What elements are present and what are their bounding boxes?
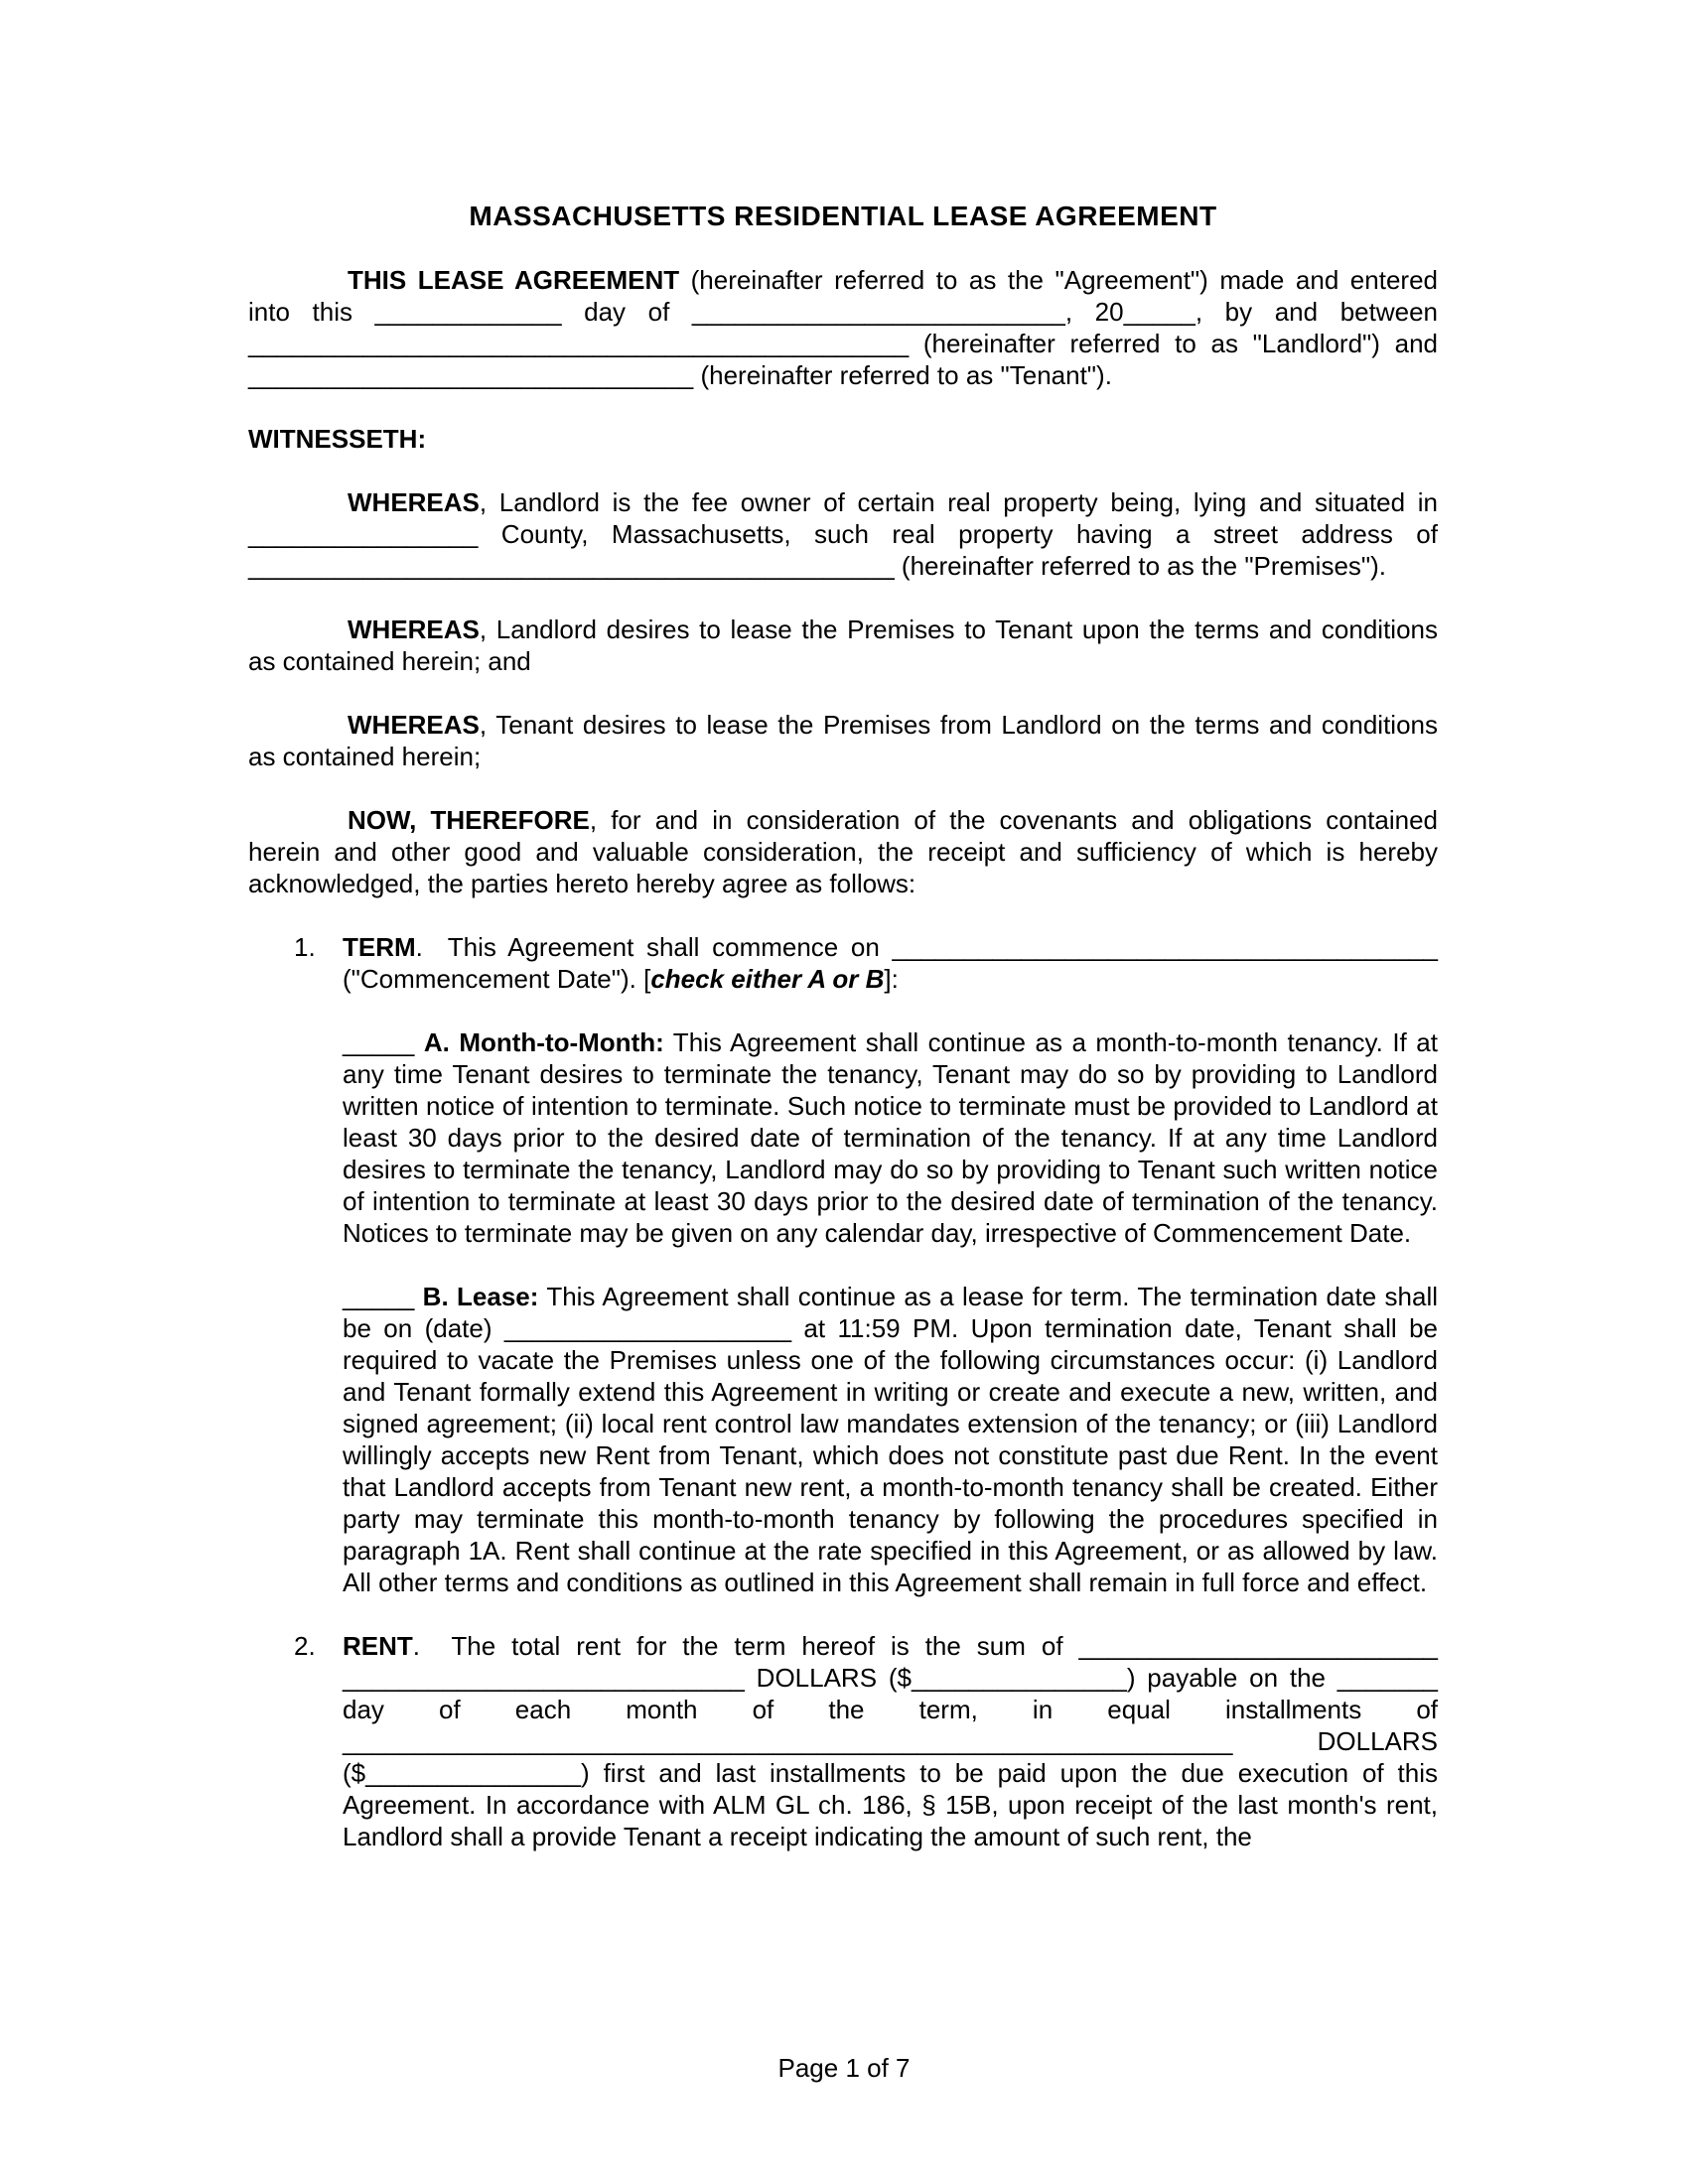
term-option-b-paragraph: [343, 1281, 1438, 1598]
text-segment: WHEREAS: [348, 487, 480, 517]
text-segment: ]:: [884, 964, 899, 994]
text-segment: check either A or B: [650, 964, 885, 994]
text-segment: B. Lease:: [422, 1282, 539, 1311]
whereas-landlord-paragraph: [248, 614, 1438, 677]
text-segment: (hereinafter referred to as the "Agreement") made and entered into this _____________ day of __________________________, 20_____, by and between ______________________________________________ (hereinafter referred to as "Landlord") and _______________________________ (hereinafter referred to as "Tenant").: [248, 265, 1438, 390]
term-item: [294, 931, 1438, 995]
intro-paragraph: [248, 264, 1438, 391]
text-segment: RENT: [343, 1631, 413, 1661]
text-segment: TERM: [343, 932, 416, 962]
text-segment: This Agreement shall continue as a month-to-month tenancy. If at any time Tenant desires to terminate the tenancy, Tenant may do so by providing to Landlord written notice of intention to terminate. Such notice to terminate must be provided to Landlord at least 30 days prior to the desired date of termination of the tenancy. If at any time Landlord desires to terminate the tenancy, Landlord may do so by providing to Tenant such written notice of intention to terminate at least 30 days prior to the desired date of termination of the tenancy. Notices to terminate may be given on any calendar day, irrespective of Commencement Date.: [343, 1027, 1438, 1248]
text-segment: , for and in consideration of the covenants and obligations contained herein and other good and valuable consideration, the receipt and sufficiency of which is hereby acknowledged, the parties hereto hereby agree as follows:: [248, 805, 1438, 898]
item-number: 2.: [294, 1631, 316, 1661]
text-segment: WHEREAS: [348, 614, 480, 644]
text-segment: A. Month-to-Month:: [423, 1027, 664, 1057]
text-segment: This Agreement shall continue as a lease for term. The termination date shall be on (date) ____________________ at 11:59 PM. Upon termination date, Tenant shall be required to vacate the Premises unless one of the following circumstances occur: (i) Landlord and Tenant formally extend this Agreement in writing or create and execute a new, written, and signed agreement; (ii) local rent control law mandates extension of the tenancy; or (iii) Landlord willingly accepts new Rent from Tenant, which does not constitute past due Rent. In the event that Landlord accepts from Tenant new rent, a month-to-month tenancy shall be created. Either party may terminate this month-to-month tenancy by following the procedures specified in paragraph 1A. Rent shall continue at the rate specified in this Agreement, or as allowed by law. All other terms and conditions as outlined in this Agreement shall remain in full force and effect.: [343, 1282, 1438, 1597]
lease-document: [248, 201, 1438, 1884]
text-segment: , Landlord is the fee owner of certain real property being, lying and situated in ________________ County, Massachusetts, such real property having a street address of _____________________________________________ (hereinafter referred to as the "Premises").: [248, 487, 1438, 581]
text-segment: . The total rent for the term hereof is the sum of _________________________ ____________________________ DOLLARS ($_______________) payable on the _______ day of each month of the term, in equal installments of ______________________________________________________________ DOLLARS ($_______________) first and last installments to be paid upon the due execution of this Agreement. In accordance with ALM GL ch. 186, § 15B, upon receipt of the last month's rent, Landlord shall a provide Tenant a receipt indicating the amount of such rent, the: [343, 1631, 1438, 1851]
text-segment: . This Agreement shall commence on ______________________________________ ("Commencement Date"). [: [343, 932, 1438, 994]
item-number: 1.: [294, 932, 316, 962]
text-segment: _____: [343, 1027, 424, 1057]
text-segment: _____: [343, 1282, 423, 1311]
page-number-footer: Page 1 of 7: [777, 2053, 911, 2083]
text-segment: , Tenant desires to lease the Premises from Landlord on the terms and conditions as contained herein;: [248, 710, 1438, 771]
text-segment: , Landlord desires to lease the Premises to Tenant upon the terms and conditions as contained herein; and: [248, 614, 1438, 676]
text-segment: NOW, THEREFORE: [348, 805, 590, 835]
whereas-tenant-paragraph: [248, 709, 1438, 772]
now-therefore-paragraph: [248, 804, 1438, 899]
whereas-owner-paragraph: [248, 486, 1438, 582]
rent-item: [294, 1630, 1438, 1852]
text-segment: WHEREAS: [348, 710, 480, 740]
term-option-a-paragraph: [343, 1026, 1438, 1249]
document-title: MASSACHUSETTS RESIDENTIAL LEASE AGREEMENT: [469, 201, 1217, 231]
witnesseth-heading: WITNESSETH:: [248, 424, 427, 454]
text-segment: THIS LEASE AGREEMENT: [348, 265, 680, 295]
